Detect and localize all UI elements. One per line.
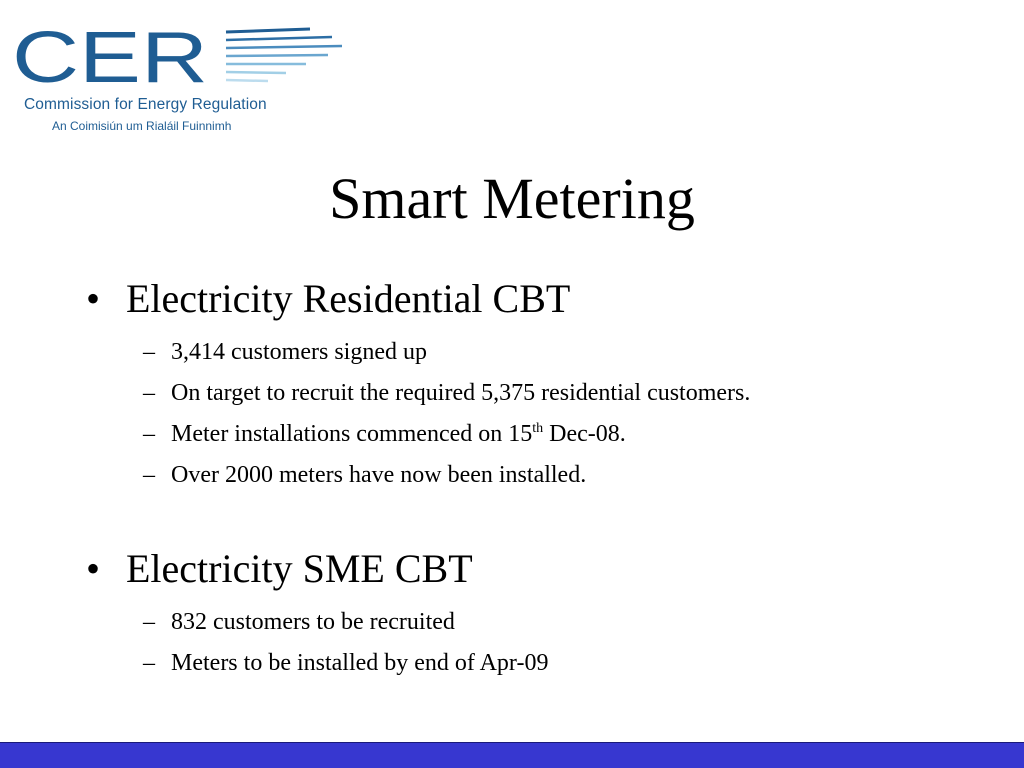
cer-logo [10,22,350,137]
sub-bullet-text-after: Dec-08. [543,421,626,447]
sub-bullet-item [0,336,1024,377]
sub-bullet-item [0,459,1024,500]
logo-org-name-english: Commission for Energy Regulation [24,96,267,113]
sub-bullet-dash: – [143,421,155,447]
sub-bullet-list [0,336,1024,500]
sub-bullet-text-before: Meter installations commenced on 15 [171,421,533,447]
bullet-section-residential [0,274,1024,500]
sub-bullet-item [0,606,1024,647]
sub-bullet-list [0,606,1024,688]
bullet-heading: Electricity SME CBT [126,546,473,591]
sub-bullet-text: 832 customers to be recruited [171,609,455,635]
sub-bullet-text: Meters to be installed by end of Apr-09 [171,650,549,676]
logo-org-name-irish: An Coimisiún um Rialáil Fuinnimh [52,119,232,133]
bullet-marker: • [86,276,101,321]
sub-bullet-dash: – [143,380,155,406]
sub-bullet-dash: – [143,462,155,488]
cer-logo-mark [10,22,350,92]
sub-bullet-dash: – [143,609,155,635]
sub-bullet-dash: – [143,339,155,365]
sub-bullet-text [171,418,626,450]
bullet-heading: Electricity Residential CBT [126,276,571,321]
sub-bullet-item [0,647,1024,688]
slide-title: Smart Metering [329,166,695,231]
ordinal-suffix: th [532,421,544,436]
logo-acronym: CER [12,22,208,92]
bullet-marker: • [86,546,101,591]
bullet-section-sme [0,544,1024,688]
sub-bullet-item [0,418,1024,459]
sub-bullet-dash: – [143,650,155,676]
footer-bar [0,742,1024,768]
sub-bullet-text: 3,414 customers signed up [171,339,427,365]
sub-bullet-text: On target to recruit the required 5,375 residential customers. [171,380,751,406]
logo-speed-stripes [226,29,342,81]
sub-bullet-text: Over 2000 meters have now been installed. [171,462,587,488]
sub-bullet-item [0,377,1024,418]
